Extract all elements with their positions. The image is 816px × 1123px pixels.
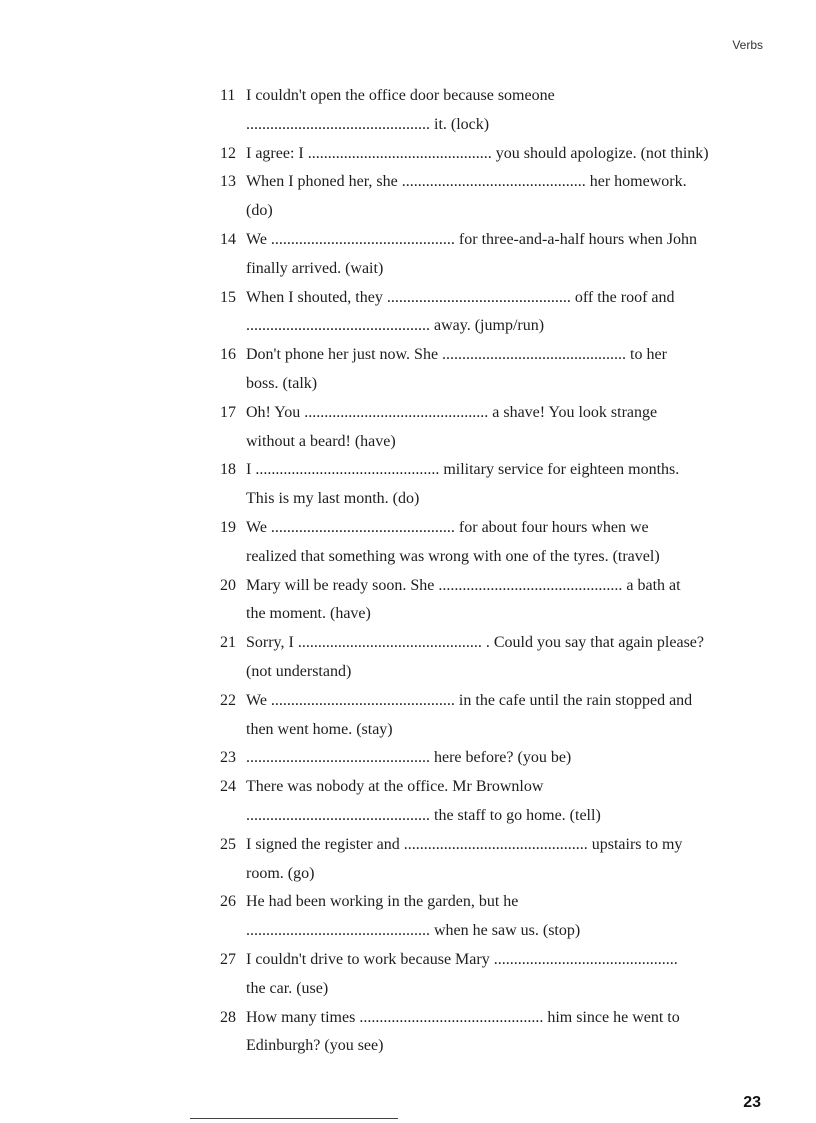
- item-number: 26: [220, 893, 236, 911]
- item-text: How many times .............................................. him since he went to Edinburgh? (you see): [246, 1008, 680, 1055]
- item-number: 18: [220, 461, 236, 479]
- page-number: 23: [743, 1094, 761, 1111]
- exercise-item: [220, 888, 765, 946]
- exercise-item: [220, 572, 765, 630]
- item-text: Mary will be ready soon. She .............................................. a bath at the moment. (have): [246, 576, 681, 623]
- exercise-item: [220, 82, 765, 140]
- item-number: 19: [220, 518, 236, 536]
- item-number: 17: [220, 403, 236, 421]
- item-number: 24: [220, 778, 236, 796]
- item-text: There was nobody at the office. Mr Brownlow .............................................. the staff to go home. (tell): [246, 778, 601, 824]
- item-number: 28: [220, 1008, 236, 1026]
- item-number: 25: [220, 835, 236, 853]
- exercise-item: [220, 226, 765, 284]
- item-text: We .............................................. for three-and-a-half hours when John finally arrived. (wait): [246, 230, 698, 277]
- item-number: 21: [220, 634, 236, 652]
- exercise-item: [220, 946, 765, 1004]
- item-text: We .............................................. in the cafe until the rain stopped and then went home. (stay): [246, 691, 693, 738]
- item-text: He had been working in the garden, but he .............................................. when he saw us. (stop): [246, 893, 581, 940]
- item-text: I .............................................. military service for eighteen months. This is my last month. (do): [246, 461, 680, 508]
- exercise-item: [220, 399, 765, 457]
- exercise-list: [220, 82, 765, 1061]
- item-number: 15: [220, 288, 236, 306]
- exercise-item: [220, 341, 765, 399]
- item-text: When I shouted, they .............................................. off the roof and .............................................. away. (jump/run): [246, 288, 675, 335]
- item-text: I agree: I .............................................. you should apologize. (not think): [246, 144, 709, 162]
- item-text: I signed the register and .............................................. upstairs to my room. (go): [246, 835, 683, 882]
- item-number: 22: [220, 691, 236, 709]
- item-number: 12: [220, 144, 236, 162]
- item-text: Don't phone her just now. She .............................................. to her boss. (talk): [246, 346, 667, 392]
- exercise-item: [220, 744, 765, 773]
- exercise-item: [220, 629, 765, 687]
- item-text: I couldn't open the office door because someone .............................................. it. (lock): [246, 87, 555, 133]
- item-text: Sorry, I .............................................. . Could you say that again please? (not understand): [246, 634, 705, 680]
- exercise-item: [220, 687, 765, 745]
- item-number: 11: [220, 87, 236, 104]
- item-text: We .............................................. for about four hours when we realized that something was wrong with one of the tyres. (travel): [246, 518, 660, 565]
- exercise-item: [220, 456, 765, 514]
- exercise-item: [220, 140, 765, 169]
- exercise-item: [220, 514, 765, 572]
- item-number: 16: [220, 346, 236, 364]
- item-text: .............................................. here before? (you be): [246, 749, 572, 767]
- item-number: 27: [220, 950, 236, 968]
- item-number: 13: [220, 173, 236, 191]
- exercise-item: [220, 1004, 765, 1062]
- item-text: When I phoned her, she .............................................. her homework. (do): [246, 173, 687, 220]
- section-header: Verbs: [732, 38, 763, 52]
- item-number: 14: [220, 230, 236, 248]
- exercise-item: [220, 831, 765, 889]
- footer-divider: [190, 1118, 398, 1119]
- exercise-item: [220, 168, 765, 226]
- item-text: I couldn't drive to work because Mary .............................................. the car. (use): [246, 950, 678, 997]
- item-text: Oh! You .............................................. a shave! You look strange without a beard! (have): [246, 403, 658, 450]
- item-number: 23: [220, 749, 236, 767]
- exercise-item: [220, 284, 765, 342]
- item-number: 20: [220, 576, 236, 594]
- exercise-item: [220, 773, 765, 831]
